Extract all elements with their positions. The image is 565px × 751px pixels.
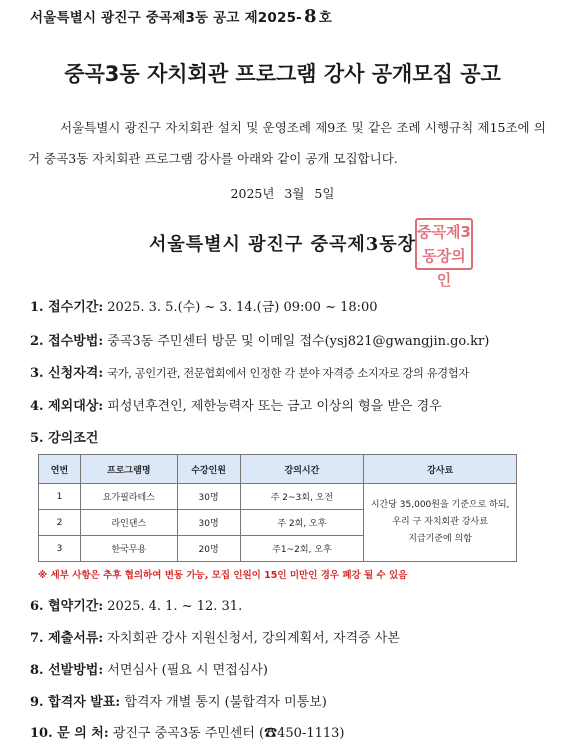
item-value: 중곡3동 주민센터 방문 및 이메일 접수(ysj821@gwangjin.go.kr) [107,334,490,349]
item-application-period [30,296,378,315]
table-row [39,484,517,510]
item-key: 8. 선발방법: [30,663,104,678]
table-cell: 3 [39,536,81,562]
item-key: 10. 문 의 처: [30,726,109,741]
item-application-method [30,330,489,349]
header-cell: 연번 [39,455,81,484]
notice-date: 2025년 3월 5일 [230,186,335,201]
item-key: 5. 강의조건 [30,431,99,446]
header-cell: 강의시간 [240,455,364,484]
item-key: 1. 접수기간: [30,300,104,315]
item-value: 광진구 중곡3동 주민센터 (☎450-1113) [112,726,345,741]
item-contact [30,722,345,741]
intro-paragraph: 서울특별시 광진구 자치회관 설치 및 운영조례 제9조 및 같은 조례 시행규칙 제15조에 의거 중곡3동 자치회관 프로그램 강사를 아래와 같이 공개 모집합니다. [28,120,546,166]
table-cell: 20명 [177,536,240,562]
table-cell: 주1~2회, 오후 [240,536,364,562]
table-footnote: ※ 세부 사항은 추후 협의하여 변동 가능, 모집 인원이 15인 미만인 경우 폐강 될 수 있음 [38,570,408,581]
table-cell: 1 [39,484,81,510]
table-cell: 요가필라테스 [80,484,177,510]
item-contract-period [30,595,242,614]
item-exclusion [30,395,442,414]
item-value: 2025. 4. 1. ~ 12. 31. [107,599,243,614]
notice-number-prefix: 서울특별시 광진구 중곡제3동 공고 제2025- [30,10,302,26]
item-value: 국가, 공인기관, 전문협회에서 인정한 각 분야 자격증 소지자로 강의 유경험자 [107,367,469,380]
table-cell: 30명 [177,484,240,510]
notice-number-handwritten: 8 [303,6,317,27]
table-cell: 주 2~3회, 오전 [240,484,364,510]
fee-line: 우리 구 자치회관 강사료 [392,517,488,527]
item-key: 6. 협약기간: [30,599,104,614]
item-value: 자치회관 강사 지원신청서, 강의계획서, 자격증 사본 [107,631,400,646]
document-title: 중곡3동 자치회관 프로그램 강사 공개모집 공고 [64,62,501,86]
table-cell: 30명 [177,510,240,536]
header-cell: 수강인원 [177,455,240,484]
seal-line-2: 동장의인 [422,247,466,289]
item-key: 9. 합격자 발표: [30,695,121,710]
item-lecture-conditions [30,427,98,446]
notice-number-suffix: 호 [318,10,332,26]
fee-line: 지급기준에 의함 [408,534,472,544]
table-cell: 주 2회, 오후 [240,510,364,536]
item-key: 2. 접수방법: [30,334,104,349]
item-value: 2025. 3. 5.(수) ~ 3. 14.(금) 09:00 ~ 18:00 [107,300,378,315]
item-eligibility [30,362,469,381]
issuer-name: 서울특별시 광진구 중곡제3동장 [148,234,417,255]
item-value: 합격자 개별 통지 (불합격자 미통보) [124,695,327,710]
header-cell: 프로그램명 [80,455,177,484]
seal-line-1: 중곡제3 [417,223,471,241]
fee-line: 시간당 35,000원을 기준으로 하되, [370,500,510,510]
item-key: 7. 제출서류: [30,631,104,646]
lecture-conditions-table [38,454,517,562]
table-cell: 라인댄스 [80,510,177,536]
item-value: 피성년후견인, 제한능력자 또는 금고 이상의 형을 받은 경우 [107,399,442,414]
official-seal-stamp [415,218,473,289]
table-cell: 한국무용 [80,536,177,562]
item-key: 3. 신청자격: [30,366,104,381]
notice-number [30,6,332,27]
item-key: 4. 제외대상: [30,399,104,414]
table-header-row [39,455,517,484]
lecture-fee-cell [364,484,517,562]
header-cell: 강사료 [364,455,517,484]
table-cell: 2 [39,510,81,536]
item-selection-method [30,659,268,678]
item-result-announcement [30,691,327,710]
item-required-documents [30,627,400,646]
item-value: 서면심사 (필요 시 면접심사) [107,663,268,678]
